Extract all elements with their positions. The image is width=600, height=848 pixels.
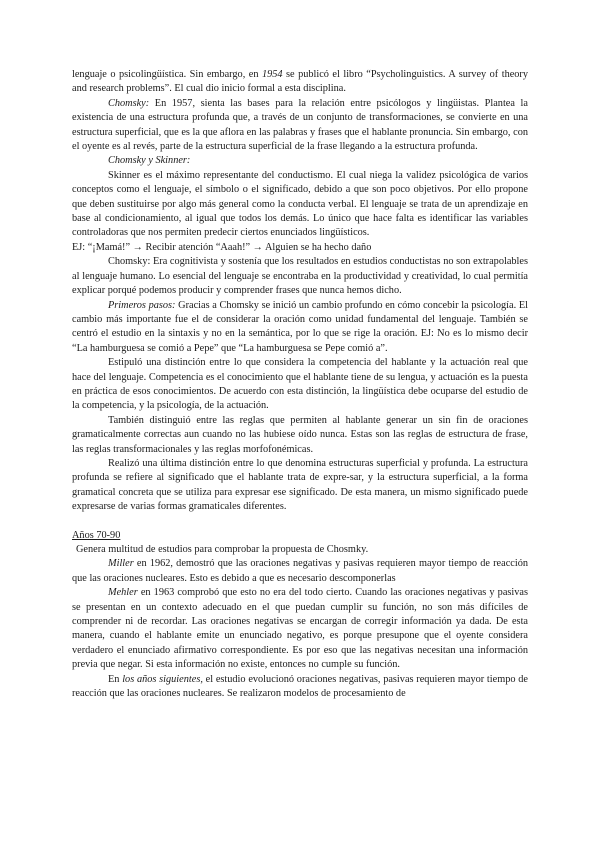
- paragraph: [72, 97, 528, 155]
- body-text-section-2: [72, 543, 528, 701]
- text-run: se publicó el libro “Psycholinguistics. A survey of theory and research problems”. El cual dio inicio formal a esta disciplina.: [72, 69, 529, 95]
- italic-run: Chomsky y Skinner:: [108, 155, 191, 167]
- text-run: Chomsky: Era cognitivista y sostenía que los resultados en estudios conductistas no son extrapolables al lenguaje humano. Lo esencial del lenguaje se encontraba en la productividad y creatividad, lo cual permitía explicar porqué podemos producir y comprender frases que nunca hemos dicho.: [72, 256, 528, 297]
- paragraph: [72, 586, 528, 672]
- text-run: Realizó una última distinción entre lo que denomina estructuras superficial y profunda. La estructura profunda se refiere al significado que el hablante trata de expre-sar, y la estructura superficial, a la forma gramatical concreta que se utiliza para expresar ese significado. De esta manera, un mismo significado puede expresarse de varias formas gramaticales diferentes.: [72, 457, 528, 513]
- paragraph: [72, 154, 528, 168]
- italic-run: Chomsky:: [108, 97, 150, 109]
- paragraph: [72, 557, 528, 586]
- italic-run: Primeros pasos:: [108, 299, 176, 311]
- italic-run: los años siguientes,: [122, 673, 203, 685]
- text-run: en 1962, demostró que las oraciones negativas y pasivas requieren mayor tiempo de reacción que las oraciones nucleares. Esto es debido a que es necesario descomponerlas: [72, 558, 528, 584]
- paragraph: [72, 68, 528, 97]
- text-run: Genera multitud de estudios para comprobar la propuesta de Chosmky.: [76, 544, 369, 555]
- text-run: En 1957, sienta las bases para la relación entre psicólogos y lingüistas. Plantea la existencia de una estructura profunda que, a través de un conjunto de transformaciones, se convierte en una estructura superficial, que es la que aflora en las palabras y frases que el hablante pronuncia. Sin embargo, con el oyente es al revés, parte de la estructura superficial de la frase llegando a la estructura profunda.: [72, 97, 528, 153]
- text-run: en 1963 comprobó que esto no era del todo cierto. Cuando las oraciones negativas y pasivas se presentan en un contexto adecuado en el que puedan cumplir su función, no son más difíciles de comprender ni de recordar. Las oraciones negativas se encargan de corregir información ya dada. De esta manera, cuando el hablante emite un enunciado negativo, es porque presupone que el oyente considera verdadero el enunciado afirmativo correspondiente. Es por eso que las negativas necesitan una información previa que negar. Si esta información no existe, entonces no cumple su función.: [72, 587, 528, 671]
- paragraph: [72, 543, 528, 557]
- italic-run: Miller: [108, 558, 134, 570]
- paragraph: [72, 673, 528, 702]
- document-page: [72, 68, 528, 701]
- paragraph: [72, 169, 528, 241]
- text-run: lenguaje o psicolingüística. Sin embargo, en: [72, 69, 262, 80]
- paragraph: [72, 356, 528, 414]
- paragraph: [72, 255, 528, 298]
- text-run: Skinner es el máximo representante del conductismo. El cual niega la validez psicológica de varios conceptos como el lenguaje, el símbolo o el significado, debido a que son poco objetivos. Por ello propone que deben sustituirse por algo más general como la conducta verbal. El lenguaje se trata de un aprendizaje en base al condicionamiento, al igual que todos los demás. Lo único que hace falta es identificar las variables controladoras que nos permiten predecir ciertos enunciados lingüísticos.: [72, 169, 528, 239]
- section-heading: Años 70-90: [72, 529, 121, 541]
- text-run: Gracias a Chomsky se inició un cambio profundo en cómo concebir la psicología. El cambio más importante fue el de considerar la oración como unidad fundamental del lenguaje. También se centró el estudio en la sintaxis y no en la semántica, por lo que se rige la oración. EJ: No es lo mismo decir “La hamburguesa se comió a Pepe” que “La hamburguesa se Pepe comió a”.: [72, 299, 528, 354]
- italic-run: Mehler: [108, 587, 138, 599]
- text-run: En: [108, 673, 123, 685]
- text-run: EJ: “¡Mamá!” → Recibir atención “Aaah!” → Alguien se ha hecho daño: [72, 241, 372, 253]
- text-run: Estipuló una distinción entre lo que considera la competencia del hablante y la actuación real que hace del lenguaje. Competencia es el conocimiento que el hablante tiene de su lengua, y actuación es la puesta en práctica de esos conocimientos. De acuerdo con esta distinción, la lingüística debe ocuparse del estudio de la competencia, y la psicología, de la actuación.: [72, 357, 528, 412]
- paragraph: [72, 299, 528, 357]
- text-run: el estudio evolucionó oraciones negativas, pasivas requieren mayor tiempo de reacción que las oraciones nucleares. Se realizaron modelos de procesamiento de: [72, 673, 528, 700]
- paragraph: [72, 414, 528, 457]
- paragraph: [72, 241, 528, 255]
- body-text-section-1: [72, 68, 528, 515]
- italic-run: 1954: [261, 69, 283, 80]
- text-run: También distinguió entre las reglas que permiten al hablante generar un sin fin de oraciones gramaticalmente correctas aun cuando no las hubiese oído nunca. Estas son las reglas de estructura de frase, las reglas transformacionales y las reglas morfofonémicas.: [72, 414, 528, 455]
- paragraph: [72, 457, 528, 515]
